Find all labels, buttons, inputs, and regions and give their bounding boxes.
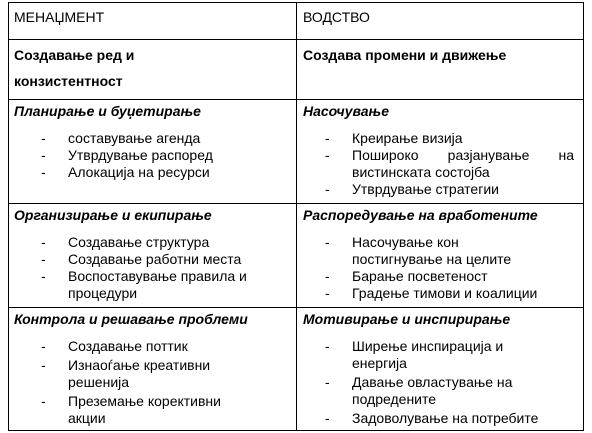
section-title-direction: Насочување bbox=[303, 103, 390, 119]
controlling-list bbox=[30, 338, 270, 427]
row1-left-line2: конзистентност bbox=[14, 73, 123, 89]
table-border-right bbox=[583, 2, 584, 431]
list-item: - Креирање визија bbox=[325, 130, 463, 146]
table-column-divider bbox=[296, 2, 297, 431]
list-item: - Создавање поттик bbox=[41, 338, 188, 354]
section-title-planning: Планирање и буџетирање bbox=[14, 103, 201, 119]
list-item: - составување агенда bbox=[41, 130, 201, 146]
header-leadership: ВОДСТВО bbox=[303, 9, 370, 25]
list-item: - Задоволување на потребите bbox=[325, 410, 539, 426]
planning-list bbox=[30, 130, 270, 181]
list-item: - Барање посветеност bbox=[325, 268, 488, 284]
list-item: - Насочување кон постигнување на целите bbox=[325, 234, 512, 267]
motivating-list bbox=[314, 338, 574, 427]
list-item: - Изнаоѓање креативни решенија bbox=[41, 357, 211, 390]
organizing-list bbox=[30, 234, 270, 302]
section-title-aligning: Распоредување на вработените bbox=[303, 207, 538, 223]
table-border-left bbox=[8, 2, 9, 431]
list-item: - Алокација на ресурси bbox=[41, 164, 210, 180]
list-item: - Воспоставување правила и процедури bbox=[41, 268, 247, 301]
list-item: - Ширење инспирација и енергија bbox=[325, 338, 504, 371]
list-item: - Пошироко разјанување на вистинската состојба bbox=[325, 147, 574, 180]
aligning-list bbox=[314, 234, 574, 302]
section-title-organizing: Организирање и екипирање bbox=[14, 207, 212, 223]
list-item: - Давање овластување на подредените bbox=[325, 374, 513, 407]
comparison-table bbox=[8, 2, 583, 430]
section-title-controlling: Контрола и решавање проблеми bbox=[14, 311, 248, 327]
header-management: МЕНАЏМЕНТ bbox=[14, 9, 105, 25]
list-item: - Создавање структура bbox=[41, 234, 210, 250]
row1-right: Создава промени и движење bbox=[303, 47, 507, 63]
list-item: - Утврдување распоред bbox=[41, 147, 213, 163]
row1-left-line1: Создавање ред и bbox=[14, 47, 135, 63]
list-item: - Преземање корективни акции bbox=[41, 393, 221, 426]
list-item: - Утврдување стратегии bbox=[325, 181, 499, 197]
list-item: - Градење тимови и коалиции bbox=[325, 285, 538, 301]
list-item: - Создавање работни места bbox=[41, 251, 242, 267]
section-title-motivating: Мотивирање и инспирирање bbox=[303, 311, 511, 327]
direction-list bbox=[314, 130, 574, 198]
